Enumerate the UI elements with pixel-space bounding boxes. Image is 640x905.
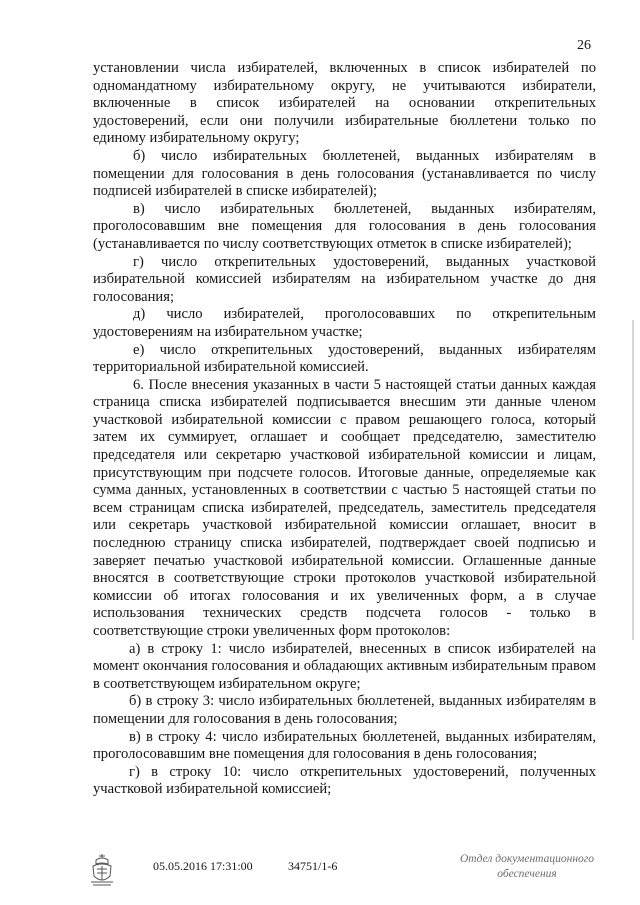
paragraph: 6. После внесения указанных в части 5 настоящей статьи данных каждая страница списка избирателей подписывается внесшим эти данные членом участковой избирательной комиссии с правом решающего голоса, который затем их суммирует, оглашает и сообщает председателю, заместителю председателя или секретарю участковой избирательной комиссии и лицам, присутствующим при подсчете голосов. Итоговые данные, определяемые как сумма данных, установленных в соответствии с частью 5 настоящей статьи по всем страницам списка избирателей, председатель, заместитель председателя или секретарь участковой избирательной комиссии оглашает, вносит в последнюю страницу списка избирателей, подтверждает своей подписью и заверяет печатью участковой избирательной комиссии. Оглашенные данные вносятся в соответствующие строки протоколов участковой избирательной комиссии об итогах голосования и их увеличенных форм, а в случае использования технических средств подсчета голосов - только в соответствующие строки увеличенных форм протоколов: bbox=[93, 376, 596, 639]
paragraph: б) в строку 3: число избирательных бюллетеней, выданных избирателям в помещении для голосования в день голосования; bbox=[93, 693, 596, 727]
paragraph: установлении числа избирателей, включенных в список избирателей по одномандатному избирательному округу, не учитываются избиратели, включенные в список избирателей на основании открепительных удостоверений, если они получили избирательные бюллетени только по единому избирательному округу; bbox=[93, 60, 596, 147]
paragraph: в) число избирательных бюллетеней, выданных избирателям, проголосовавшим вне помещения для голосования в день голосования (устанавливается по числу соответствующих отметок в списке избирателей); bbox=[93, 200, 596, 252]
paragraph: г) в строку 10: число открепительных удостоверений, полученных участковой избирательной комиссией; bbox=[93, 763, 596, 798]
paragraph: а) в строку 1: число избирателей, внесенных в список избирателей на момент окончания голосования и обладающих активным избирательным правом в соответствующем избирательном округе; bbox=[93, 640, 596, 692]
paragraph: е) число открепительных удостоверений, выданных избирателям территориальной избирательной комиссией. bbox=[93, 341, 596, 376]
footer-datetime: 05.05.2016 17:31:00 bbox=[153, 859, 253, 873]
paragraph: д) число избирателей, проголосовавших по открепительным удостоверениям на избирательном участке; bbox=[93, 306, 596, 340]
footer-stamp: Отдел документационного обеспечения bbox=[459, 853, 595, 880]
paragraph: б) число избирательных бюллетеней, выданных избирателям в помещении для голосования в день голосования (устанавливается по числу подписей избирателей в списке избирателей); bbox=[93, 147, 596, 200]
paragraph: в) в строку 4: число избирательных бюллетеней, выданных избирателям, проголосовавшим вне помещения для голосования в день голосования; bbox=[93, 728, 596, 763]
page-number: 26 bbox=[577, 38, 591, 53]
scan-edge-mark bbox=[632, 320, 634, 640]
paragraph: г) число открепительных удостоверений, выданных участковой избирательной комиссией избирателям на избирательном участке до дня голосования; bbox=[93, 253, 596, 305]
coat-of-arms-icon bbox=[88, 852, 116, 888]
document-body bbox=[93, 60, 596, 799]
footer-doc-code: 34751/1-6 bbox=[288, 859, 338, 873]
